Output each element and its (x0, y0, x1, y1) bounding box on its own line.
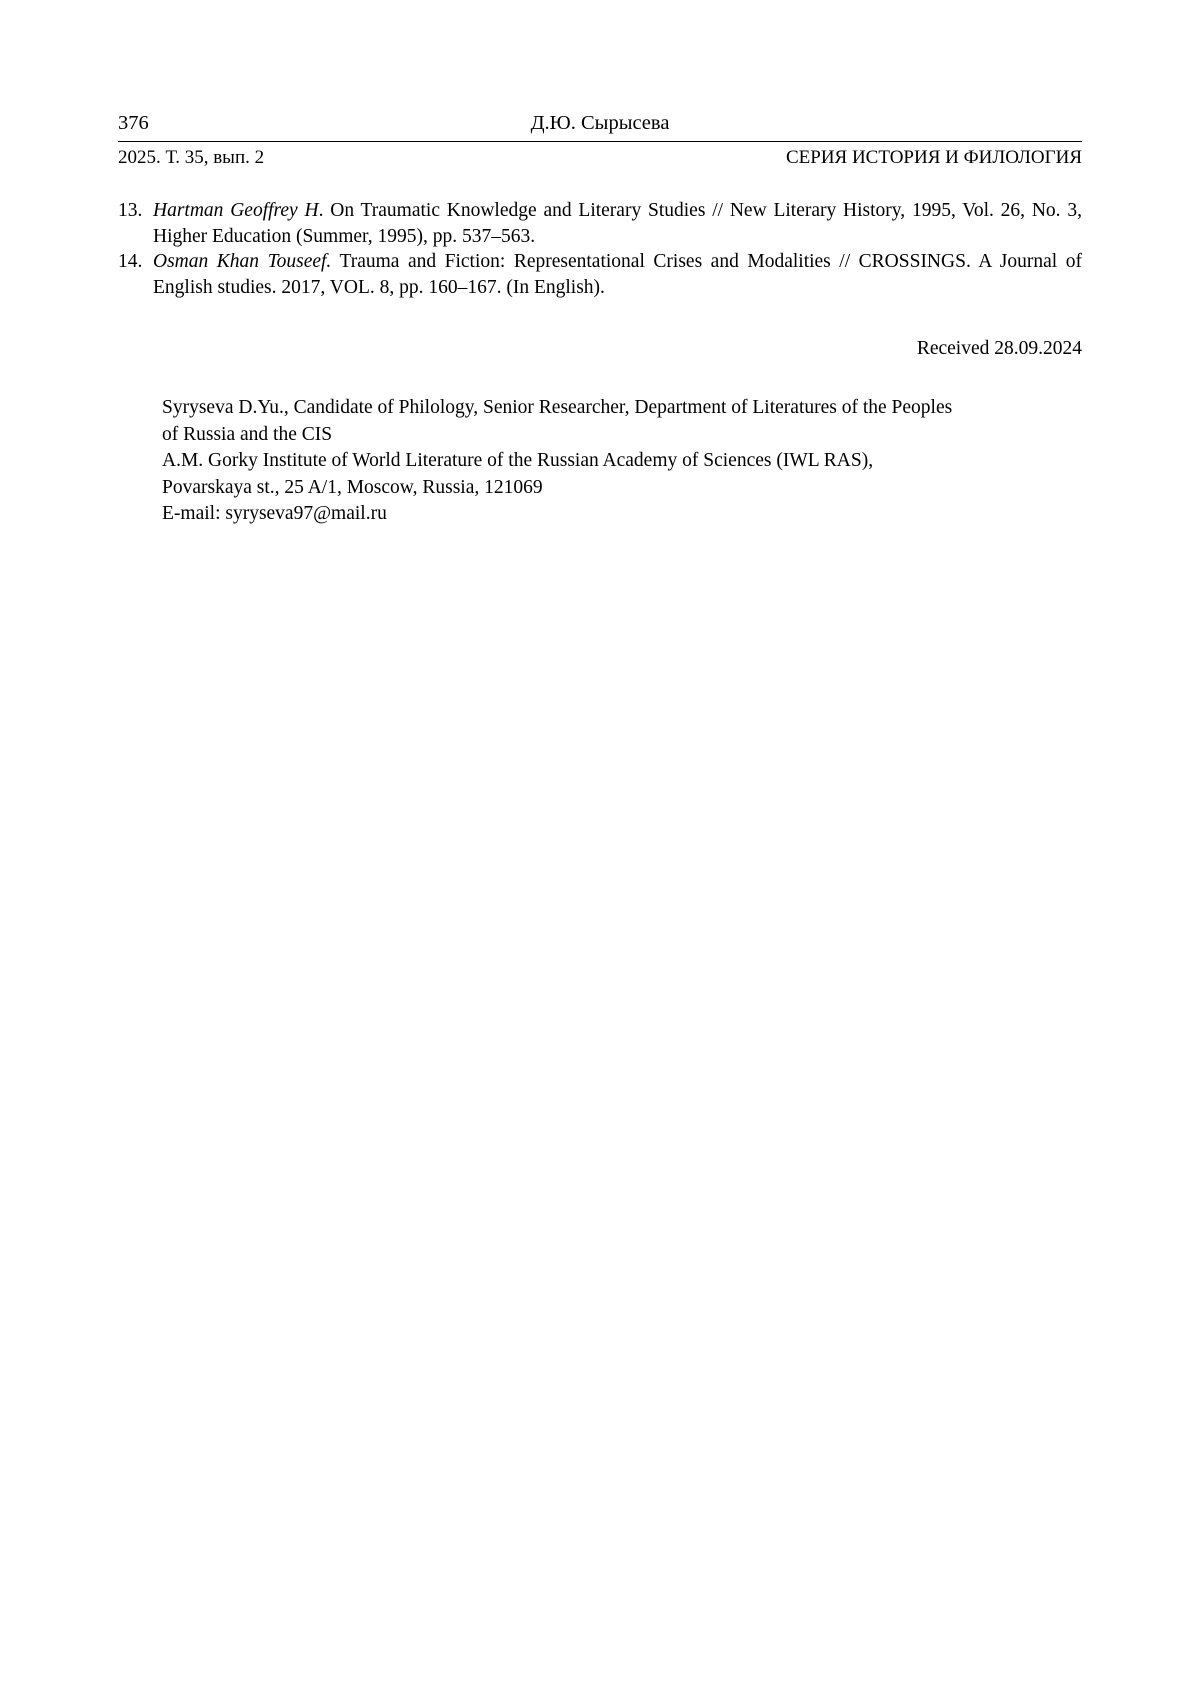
reference-number: 13. (118, 200, 143, 221)
affiliation-line-3: A.M. Gorky Institute of World Literature of the Russian Academy of Sciences (IWL RAS), (162, 450, 874, 471)
page-content (118, 110, 1082, 528)
list-item (118, 249, 1082, 300)
journal-series: СЕРИЯ ИСТОРИЯ И ФИЛОЛОГИЯ (785, 147, 1082, 168)
list-item (118, 198, 1082, 249)
header-divider (118, 141, 1082, 142)
reference-text: . On Traumatic Knowledge and Literary Studies // New Literary History, 1995, Vol. 26, No. 3, Higher Education (Summer, 1995), pp. 537–563. (153, 200, 1082, 247)
journal-issue: 2025. Т. 35, вып. 2 (118, 147, 265, 168)
page-number: 376 (118, 112, 149, 134)
affiliation-line-2: of Russia and the CIS (162, 423, 333, 445)
author-affiliation (162, 395, 1082, 528)
journal-subheader (118, 145, 1082, 175)
reference-list (118, 198, 1082, 300)
reference-text: Trauma and Fiction: Representational Crises and Modalities // CROSSINGS. A Journal of English studies. 2017, VOL. 8, pp. 160–167. (In English). (153, 251, 1082, 298)
reference-number: 14. (118, 251, 143, 272)
reference-author: Hartman Geoffrey H (153, 200, 319, 221)
affiliation-line-1: Syryseva D.Yu., Candidate of Philology, Senior Researcher, Department of Literatures of the Peoples (162, 397, 953, 418)
running-head (118, 110, 1082, 140)
running-head-author: Д.Ю. Сырысева (530, 112, 670, 134)
affiliation-email: E-mail: syryseva97@mail.ru (162, 503, 387, 524)
affiliation-line-4: Povarskaya st., 25 A/1, Moscow, Russia, 121069 (162, 476, 543, 498)
received-date: Received 28.09.2024 (916, 338, 1082, 359)
reference-author: Osman Khan Touseef. (153, 251, 332, 272)
